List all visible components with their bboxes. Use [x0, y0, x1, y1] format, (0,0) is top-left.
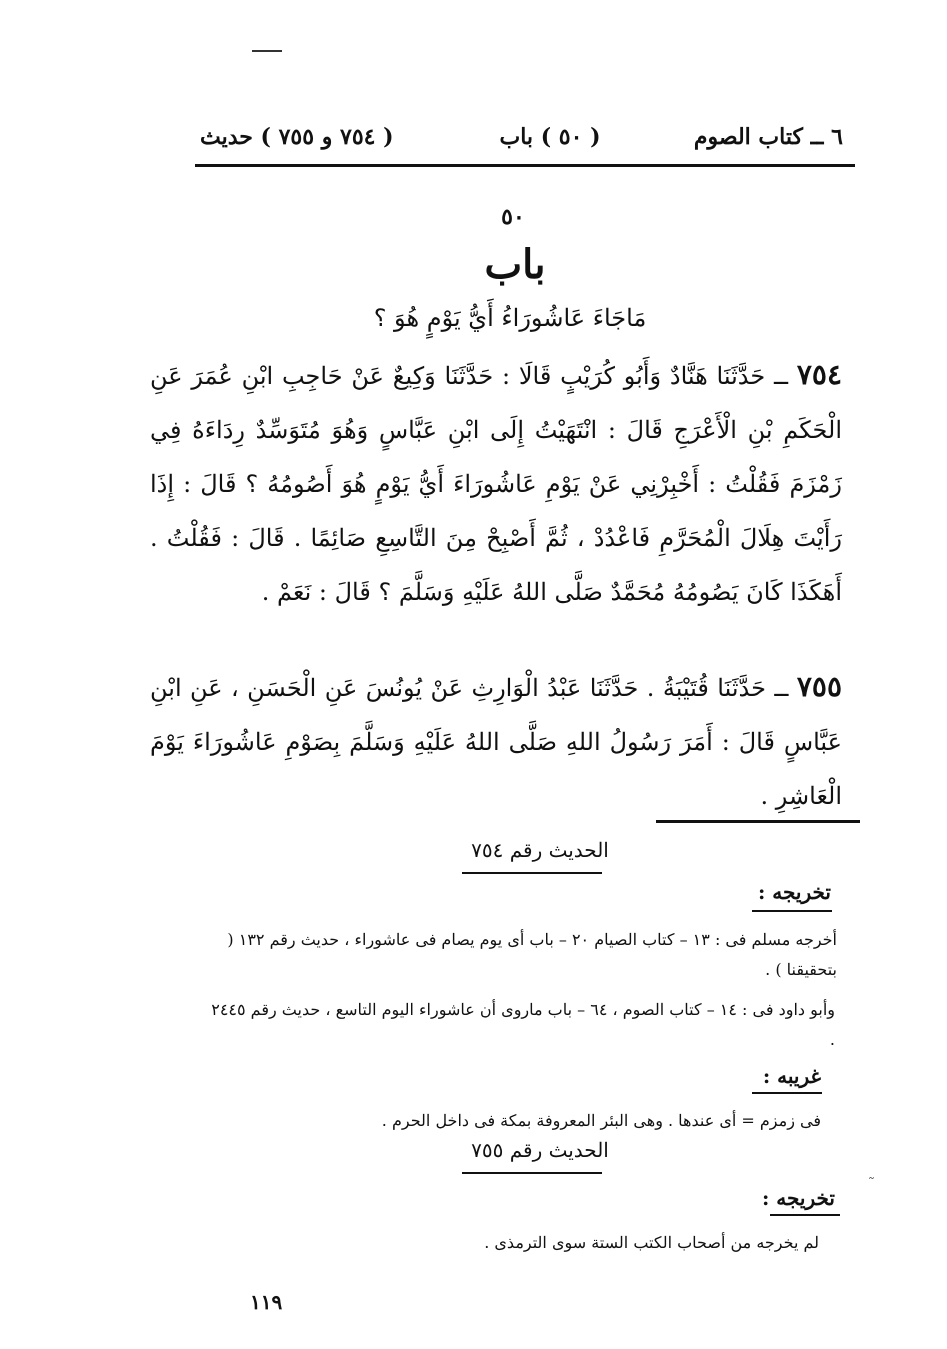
- header-book-title: ٦ ــ كتاب الصوم: [693, 124, 843, 150]
- notes-heading-755: الحديث رقم ٧٥٥: [471, 1138, 609, 1162]
- takhrij-label: تخريجه :: [757, 880, 831, 904]
- hadith-text: ــ حَدَّثَنَا هَنَّادٌ وَأَبُو كُرَيْبٍ قَالَا : حَدَّثَنَا وَكِيعٌ عَنْ حَاجِبِ ابْنِ عُمَرَ عَنِ الْحَكَمِ بْنِ الْأَعْرَجِ قَالَ : انْتَهَيْتُ إِلَى ابْنِ عَبَّاسٍ وَهُوَ مُتَوَسِّدٌ رِدَاءَهُ فِي زَمْزَمَ فَقُلْتُ : أَخْبِرْنِي عَنْ يَوْمِ عَاشُورَاءَ أَيُّ يَوْمٍ هُوَ أَصُومُهُ ؟ قَالَ : إِذَا رَأَيْتَ هِلَالَ الْمُحَرَّمِ فَاعْدُدْ ، ثُمَّ أَصْبِحْ مِنَ التَّاسِعِ صَائِمًا . قَالَ : فَقُلْتُ . أَهَكَذَا كَانَ يَصُومُهُ مُحَمَّدٌ صَلَّى اللهُ عَلَيْهِ وَسَلَّمَ ؟ قَالَ : نَعَمْ .: [150, 362, 842, 606]
- scan-mark: ˜: [868, 1176, 875, 1192]
- gharib-label: غريبه :: [762, 1064, 821, 1088]
- label-underline: [770, 1214, 840, 1216]
- hadith-text: ــ حَدَّثَنَا قُتَيْبَةُ . حَدَّثَنَا عَبْدُ الْوَارِثِ عَنْ يُونُسَ عَنِ الْحَسَنِ ، عَنِ ابْنِ عَبَّاسٍ قَالَ : أَمَرَ رَسُولُ اللهِ صَلَّى اللهُ عَلَيْهِ وَسَلَّمَ بِصَوْمِ عَاشُورَاءَ يَوْمَ الْعَاشِرِ .: [150, 674, 842, 810]
- heading-underline: [462, 1172, 602, 1174]
- header-chapter-number: ( ٥٠ ) باب: [499, 124, 601, 150]
- header-hadith-range: ( ٧٥٤ و ٧٥٥ ) حديث: [200, 124, 394, 150]
- chapter-word: باب: [484, 241, 546, 288]
- chapter-number: ٥٠: [501, 204, 525, 230]
- label-underline: [752, 910, 832, 912]
- hadith-number: ٧٥٥: [796, 670, 842, 703]
- takhrij-754-muslim: أخرجه مسلم فى : ١٣ – كتاب الصيام ٢٠ – باب أى يوم يصام فى عاشوراء ، حديث رقم ١٣٢ ( بتحقيقنا ) .: [227, 930, 837, 979]
- takhrij-label: تخريجه :: [761, 1186, 835, 1210]
- hadith-number: ٧٥٤: [796, 358, 842, 391]
- takhrij-754-abudawud: وأبو داود فى : ١٤ – كتاب الصوم ، ٦٤ – باب ماروى أن عاشوراء اليوم التاسع ، حديث رقم ٢٤٤٥ .: [211, 1000, 835, 1049]
- header-rule: [195, 164, 855, 167]
- chapter-title: مَاجَاءَ عَاشُورَاءُ أَيُّ يَوْمٍ هُوَ ؟: [373, 304, 647, 332]
- heading-underline: [462, 872, 602, 874]
- label-underline: [752, 1092, 822, 1094]
- hadith-755: [150, 660, 842, 823]
- decorative-dash: [252, 50, 282, 52]
- notes-heading-754: الحديث رقم ٧٥٤: [471, 838, 609, 862]
- footnote-separator: [656, 820, 860, 823]
- hadith-754: [150, 348, 842, 619]
- page-number: ١١٩: [250, 1290, 283, 1314]
- gharib-text: فى زمزم = أى عندها . وهى البئر المعروفة بمكة فى داخل الحرم .: [381, 1111, 821, 1130]
- takhrij-755: لم يخرجه من أصحاب الكتب الستة سوى الترمذى .: [484, 1233, 819, 1252]
